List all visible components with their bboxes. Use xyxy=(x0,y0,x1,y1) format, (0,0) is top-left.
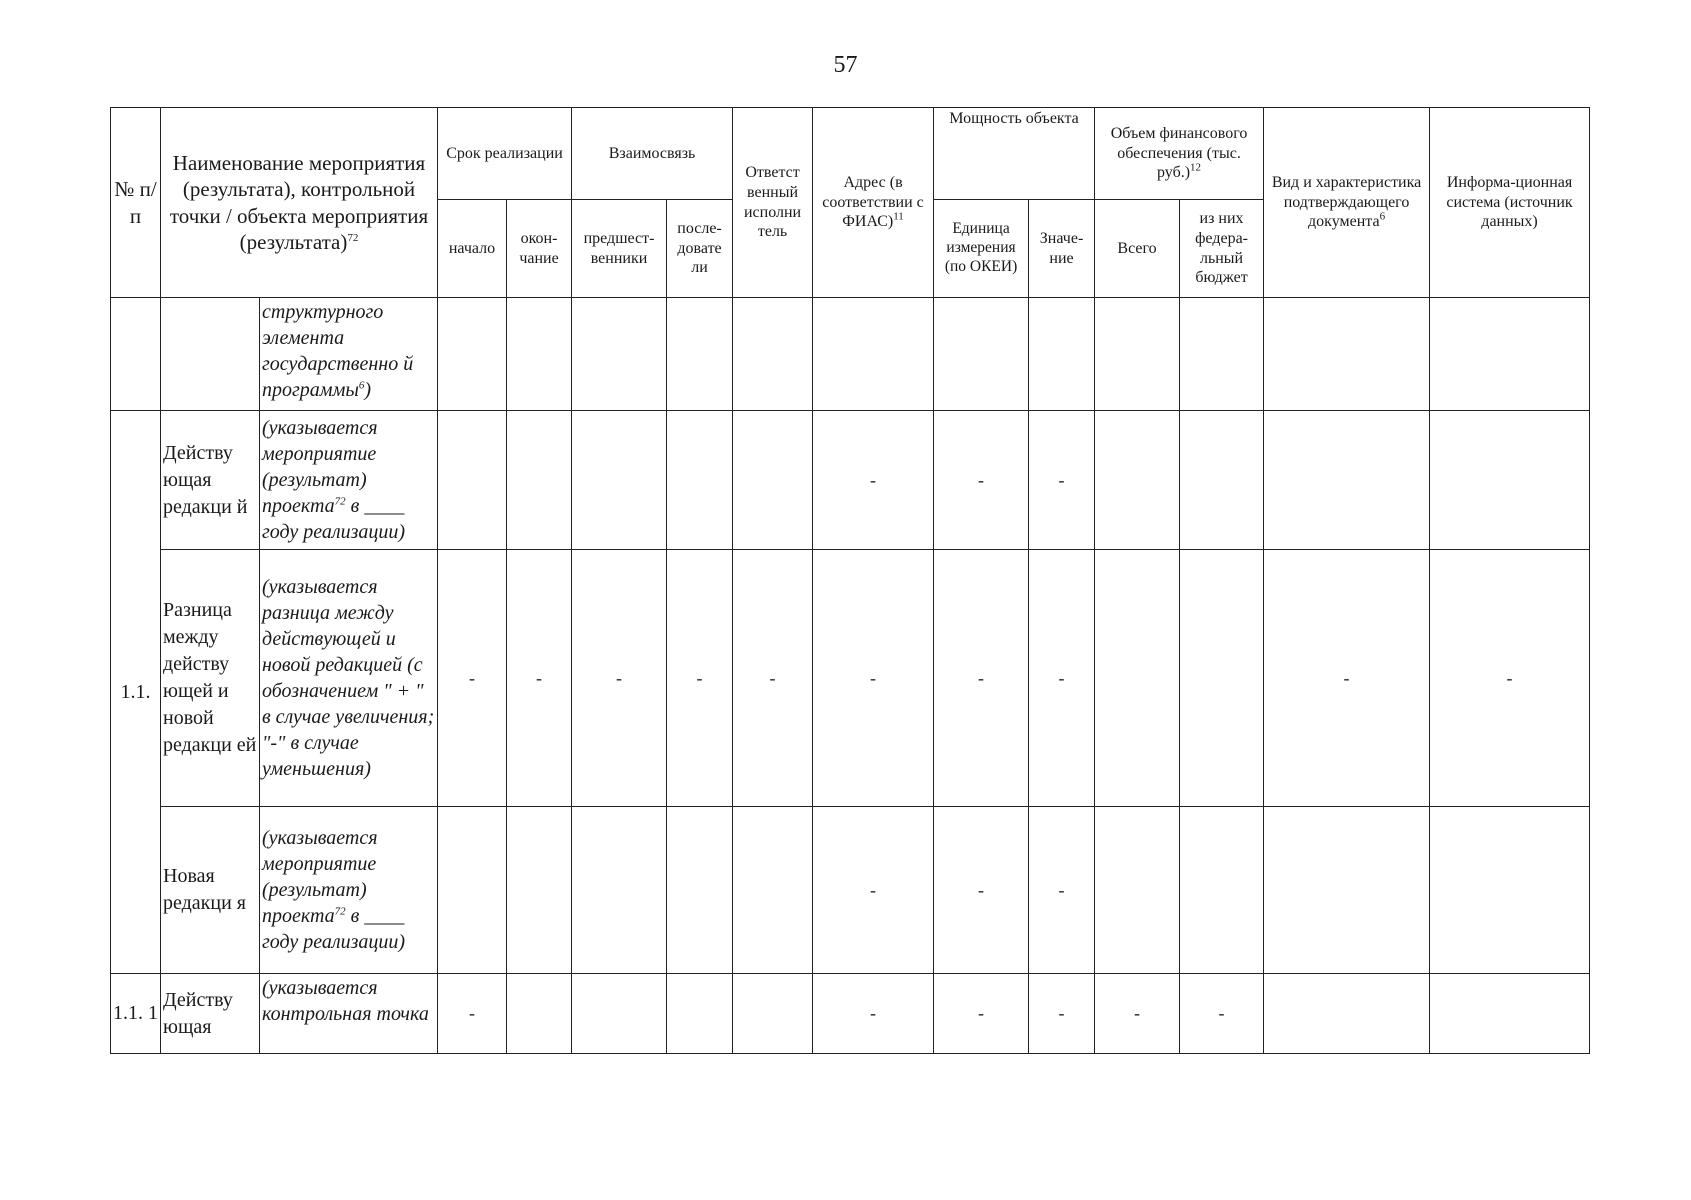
row-label-last: Действу ющая xyxy=(161,974,260,1054)
row-text-last: (указывается контрольная точка xyxy=(260,974,438,1054)
dash-cell: - xyxy=(1430,550,1590,807)
dash-cell: - xyxy=(1095,974,1180,1054)
event-plan-table xyxy=(110,107,1590,1054)
header-num: № п/п xyxy=(111,108,161,298)
table-row xyxy=(111,411,1590,550)
header-document: Вид и характеристика подтверждающего документа$^6$ xyxy=(1264,108,1430,298)
header-address: Адрес (в соответствии с ФИАС)$^{11}$ xyxy=(813,108,934,298)
dash-cell: - xyxy=(438,550,507,807)
row-label-new: Новая редакци я xyxy=(161,807,260,974)
header-term-end: окон-чание xyxy=(507,200,572,298)
page-number: 57 xyxy=(833,52,858,78)
dash-cell: - xyxy=(438,974,507,1054)
header-fin-federal: из них федера-льный бюджет xyxy=(1180,200,1264,298)
header-info-system: Информа-ционная система (источник данных) xyxy=(1430,108,1590,298)
header-name: Наименование мероприятия (результата), контрольной точки / объекта мероприятия (результата)$^{72}$ xyxy=(161,108,438,298)
header-successors: после-довате ли xyxy=(667,200,733,298)
dash-cell: - xyxy=(1264,550,1430,807)
dash-cell: - xyxy=(934,807,1029,974)
header-term-start: начало xyxy=(438,200,507,298)
row-continuation-text: структурного элемента государственно й программы$^6$) xyxy=(260,298,438,411)
row-label-diff: Разница между действу ющей и новой редакци ей xyxy=(161,550,260,807)
row-number-last: 1.1. 1 xyxy=(111,974,161,1054)
header-financing: Объем финансового обеспечения (тыс. руб.)$^{12}$ xyxy=(1095,108,1264,200)
dash-cell: - xyxy=(934,974,1029,1054)
table-row xyxy=(111,550,1590,807)
row-text-new: (указывается мероприятие (результат) проекта$^{72}$ в ____ году реализации) xyxy=(260,807,438,974)
dash-cell: - xyxy=(1029,411,1095,550)
header-power-value: Значе-ние xyxy=(1029,200,1095,298)
header-row-1 xyxy=(111,108,1590,200)
dash-cell: - xyxy=(1029,974,1095,1054)
dash-cell: - xyxy=(667,550,733,807)
table-row xyxy=(111,298,1590,411)
dash-cell: - xyxy=(934,411,1029,550)
group-number: 1.1. xyxy=(111,411,161,974)
dash-cell: - xyxy=(934,550,1029,807)
dash-cell: - xyxy=(733,550,813,807)
header-power: Мощность объекта xyxy=(934,108,1095,200)
dash-cell: - xyxy=(1180,974,1264,1054)
header-term: Срок реализации xyxy=(438,108,572,200)
dash-cell: - xyxy=(1029,550,1095,807)
dash-cell: - xyxy=(1029,807,1095,974)
header-predecessors: предшест-венники xyxy=(572,200,667,298)
dash-cell: - xyxy=(813,550,934,807)
header-link: Взаимосвязь xyxy=(572,108,733,200)
dash-cell: - xyxy=(813,411,934,550)
row-text-current: (указывается мероприятие (результат) проекта$^{72}$ в ____ году реализации) xyxy=(260,411,438,550)
dash-cell: - xyxy=(813,807,934,974)
dash-cell: - xyxy=(507,550,572,807)
row-text-diff: (указывается разница между действующей и новой редакцией (с обозначением " + " в случае увеличения; "-" в случае уменьшения) xyxy=(260,550,438,807)
header-fin-total: Всего xyxy=(1095,200,1180,298)
row-label-current: Действу ющая редакци й xyxy=(161,411,260,550)
dash-cell: - xyxy=(572,550,667,807)
table-row xyxy=(111,974,1590,1054)
dash-cell: - xyxy=(813,974,934,1054)
table-row xyxy=(111,807,1590,974)
header-responsible: Ответст венный исполни тель xyxy=(733,108,813,298)
header-power-unit: Единица измерения (по ОКЕИ) xyxy=(934,200,1029,298)
